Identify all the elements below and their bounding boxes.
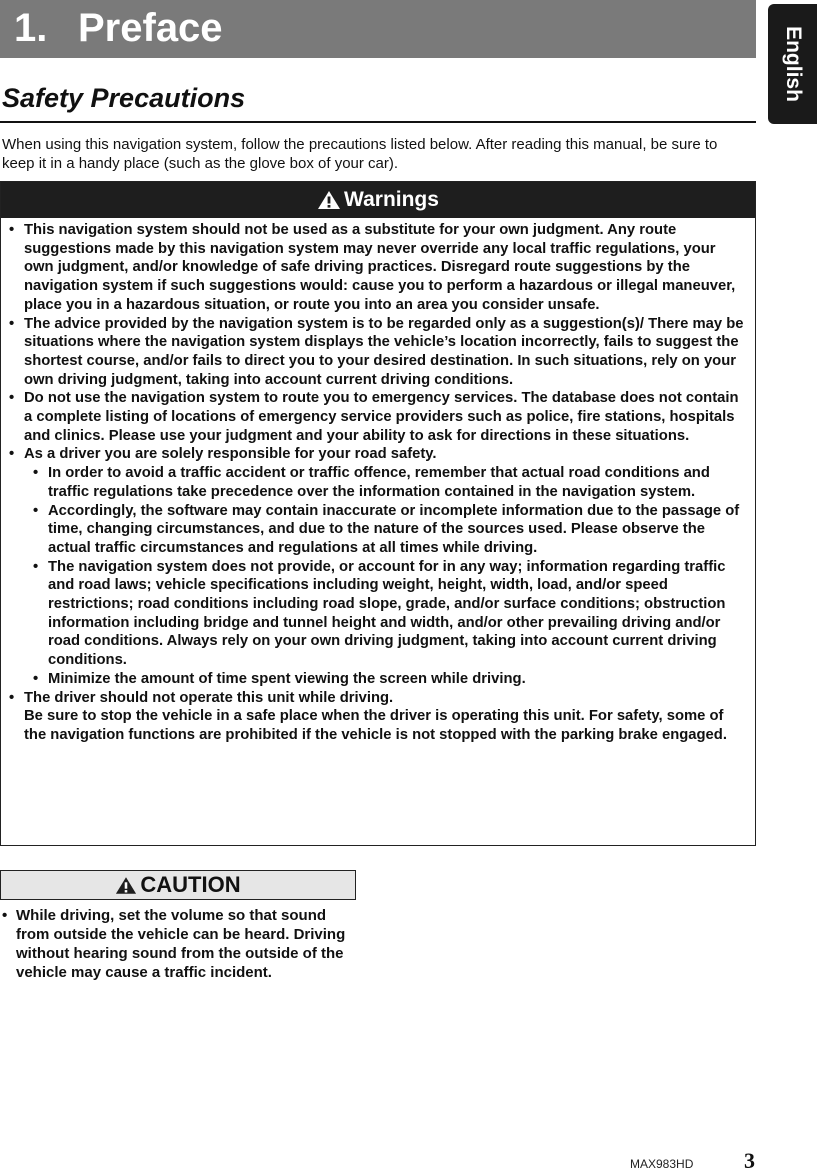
warning-item-text: As a driver you are solely responsible for your road safety. bbox=[24, 446, 437, 463]
caution-list bbox=[0, 906, 360, 982]
section-divider bbox=[0, 121, 756, 123]
warnings-header bbox=[1, 182, 755, 218]
caution-heading: CAUTION bbox=[140, 872, 241, 897]
warning-item: • This navigation system should not be used as a substitute for your own judgment. Any route suggestions made by this navigation system may never override any local traffic regulations, your own judgment, and/or knowledge of safe driving practices. Disregard route suggestions by the navigation system if such suggestions would: cause you to perform a hazardous or illegal maneuver, place you in a hazardous situation, or route you into an area you consider unsafe. bbox=[9, 221, 749, 315]
warning-item: • Do not use the navigation system to route you to emergency services. The database does not contain a complete listing of locations of emergency service providers such as police, fire stations, hospitals and clinics. Please use your judgment and your ability to ask for directions in these situations. bbox=[9, 389, 749, 445]
language-tab-label: English bbox=[781, 26, 805, 102]
section-title: Safety Precautions bbox=[2, 83, 246, 113]
warning-item-line: The driver should not operate this unit while driving. bbox=[24, 689, 394, 706]
intro-paragraph: When using this navigation system, follow the precautions listed below. After reading this manual, be sure to keep it in a handy place (such as the glove box of your car). bbox=[2, 136, 718, 172]
caution-header bbox=[0, 870, 356, 900]
page-number: 3 bbox=[744, 1148, 755, 1173]
caution-item: • While driving, set the volume so that sound from outside the vehicle can be heard. Driving without hearing sound from the outside of the vehicle may cause a traffic incident. bbox=[0, 906, 360, 982]
warning-sub-item: • Accordingly, the software may contain inaccurate or incomplete information due to the passage of time, changing circumstances, and due to the nature of the sources used. Please observe the actual traffic circumstances and regulations at all times while driving. bbox=[33, 502, 749, 558]
chapter-header bbox=[0, 0, 756, 58]
warning-sub-item: • The navigation system does not provide, or account for in any way; information regarding traffic and road laws; vehicle specifications including weight, height, width, load, and/or speed restrictions; road conditions including road slope, grade, and/or surface conditions; obstruction information including bridge and tunnel height and width, and/or other prevailing driving and/or road conditions. Always rely on your own driving judgment, taking into account current driving conditions. bbox=[33, 558, 749, 670]
warning-item-line: Be sure to stop the vehicle in a safe place when the driver is operating this unit. For safety, some of the navigation functions are prohibited if the vehicle is not stopped with the parking brake engaged. bbox=[24, 708, 727, 743]
chapter-number: 1. bbox=[14, 6, 48, 50]
caution-triangle-icon bbox=[115, 876, 137, 895]
warning-sub-item: • Minimize the amount of time spent viewing the screen while driving. bbox=[33, 670, 749, 689]
warning-sub-list bbox=[24, 464, 749, 688]
warning-item: • The advice provided by the navigation system is to be regarded only as a suggestion(s)/ There may be situations where the navigation system displays the vehicle’s location incorrectly, fails to suggest the shortest course, and/or fails to direct you to your desired destination. In such situations, rely on your own driving judgment, taking into account current driving conditions. bbox=[9, 315, 749, 390]
language-tab bbox=[768, 4, 817, 124]
warning-sub-item: • In order to avoid a traffic accident or traffic offence, remember that actual road conditions and traffic regulations take precedence over the information contained in the navigation system. bbox=[33, 464, 749, 501]
warning-item bbox=[9, 689, 749, 745]
warning-item bbox=[9, 445, 749, 688]
model-number: MAX983HD bbox=[630, 1157, 694, 1171]
warnings-heading: Warnings bbox=[344, 188, 439, 211]
warning-triangle-icon bbox=[317, 190, 341, 210]
warnings-box bbox=[0, 181, 756, 846]
warnings-list bbox=[1, 218, 755, 745]
chapter-title: Preface bbox=[78, 6, 223, 50]
